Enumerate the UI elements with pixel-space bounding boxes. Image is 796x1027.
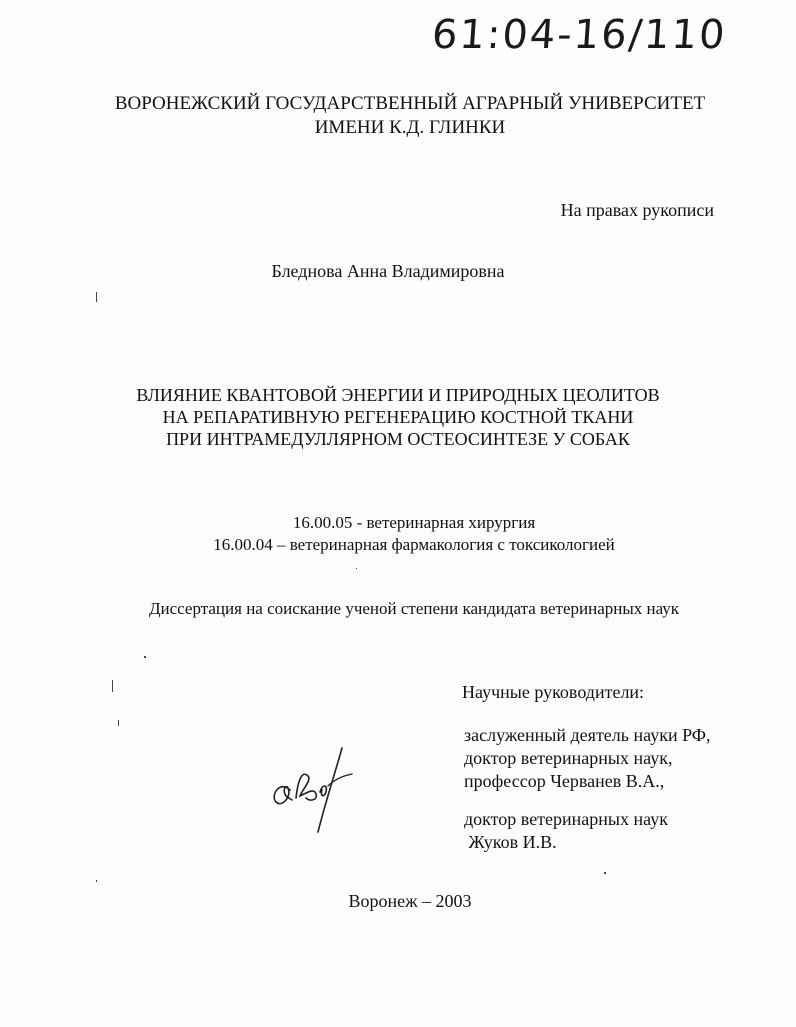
supervisor-second-line-2: Жуков И.В. [464,832,557,852]
handwritten-catalog-number: 61:04-16/110 [430,12,729,58]
scan-speck [112,680,113,692]
scan-speck [604,872,606,874]
dissertation-degree: Диссертация на соискание ученой степени кандидата ветеринарных наук [148,599,680,618]
supervisor-first-line-2: доктор ветеринарных наук, [464,748,673,768]
manuscript-rights: На правах рукописи [560,200,714,220]
university-line-2: ИМЕНИ К.Д. ГЛИНКИ [314,117,506,138]
supervisors-heading: Научные руководители: [462,682,645,702]
university-line-1: ВОРОНЕЖСКИЙ ГОСУДАРСТВЕННЫЙ АГРАРНЫЙ УНИВЕРСИТЕТ [114,93,706,114]
author-name: Бледнова Анна Владимировна [271,261,505,281]
supervisor-second-line-1: доктор ветеринарных наук [464,809,668,829]
specialties [16,512,796,556]
supervisor-first [464,724,711,793]
specialty-line-2: 16.00.04 – ветеринарная фармакология с токсикологией [213,535,615,554]
specialty-line-1: 16.00.05 - ветеринарная хирургия [292,513,536,532]
dissertation-title [0,384,796,450]
scan-speck [118,720,119,726]
title-line-3: ПРИ ИНТРАМЕДУЛЛЯРНОМ ОСТЕОСИНТЕЗЕ У СОБАК [166,429,630,449]
signature-icon [262,740,362,840]
scan-speck [144,656,146,658]
university-name [12,92,796,140]
scan-speck [96,880,97,882]
supervisor-first-line-3: профессор Черванев В.А., [464,771,665,791]
title-line-2: НА РЕПАРАТИВНУЮ РЕГЕНЕРАЦИЮ КОСТНОЙ ТКАНИ [162,407,634,427]
place-and-year: Воронеж – 2003 [348,891,472,911]
supervisor-first-line-1: заслуженный деятель науки РФ, [464,725,711,745]
supervisor-second [464,808,668,854]
scan-speck [356,568,357,569]
title-line-1: ВЛИЯНИЕ КВАНТОВОЙ ЭНЕРГИИ И ПРИРОДНЫХ ЦЕОЛИТОВ [136,385,660,405]
scan-speck [96,292,97,302]
